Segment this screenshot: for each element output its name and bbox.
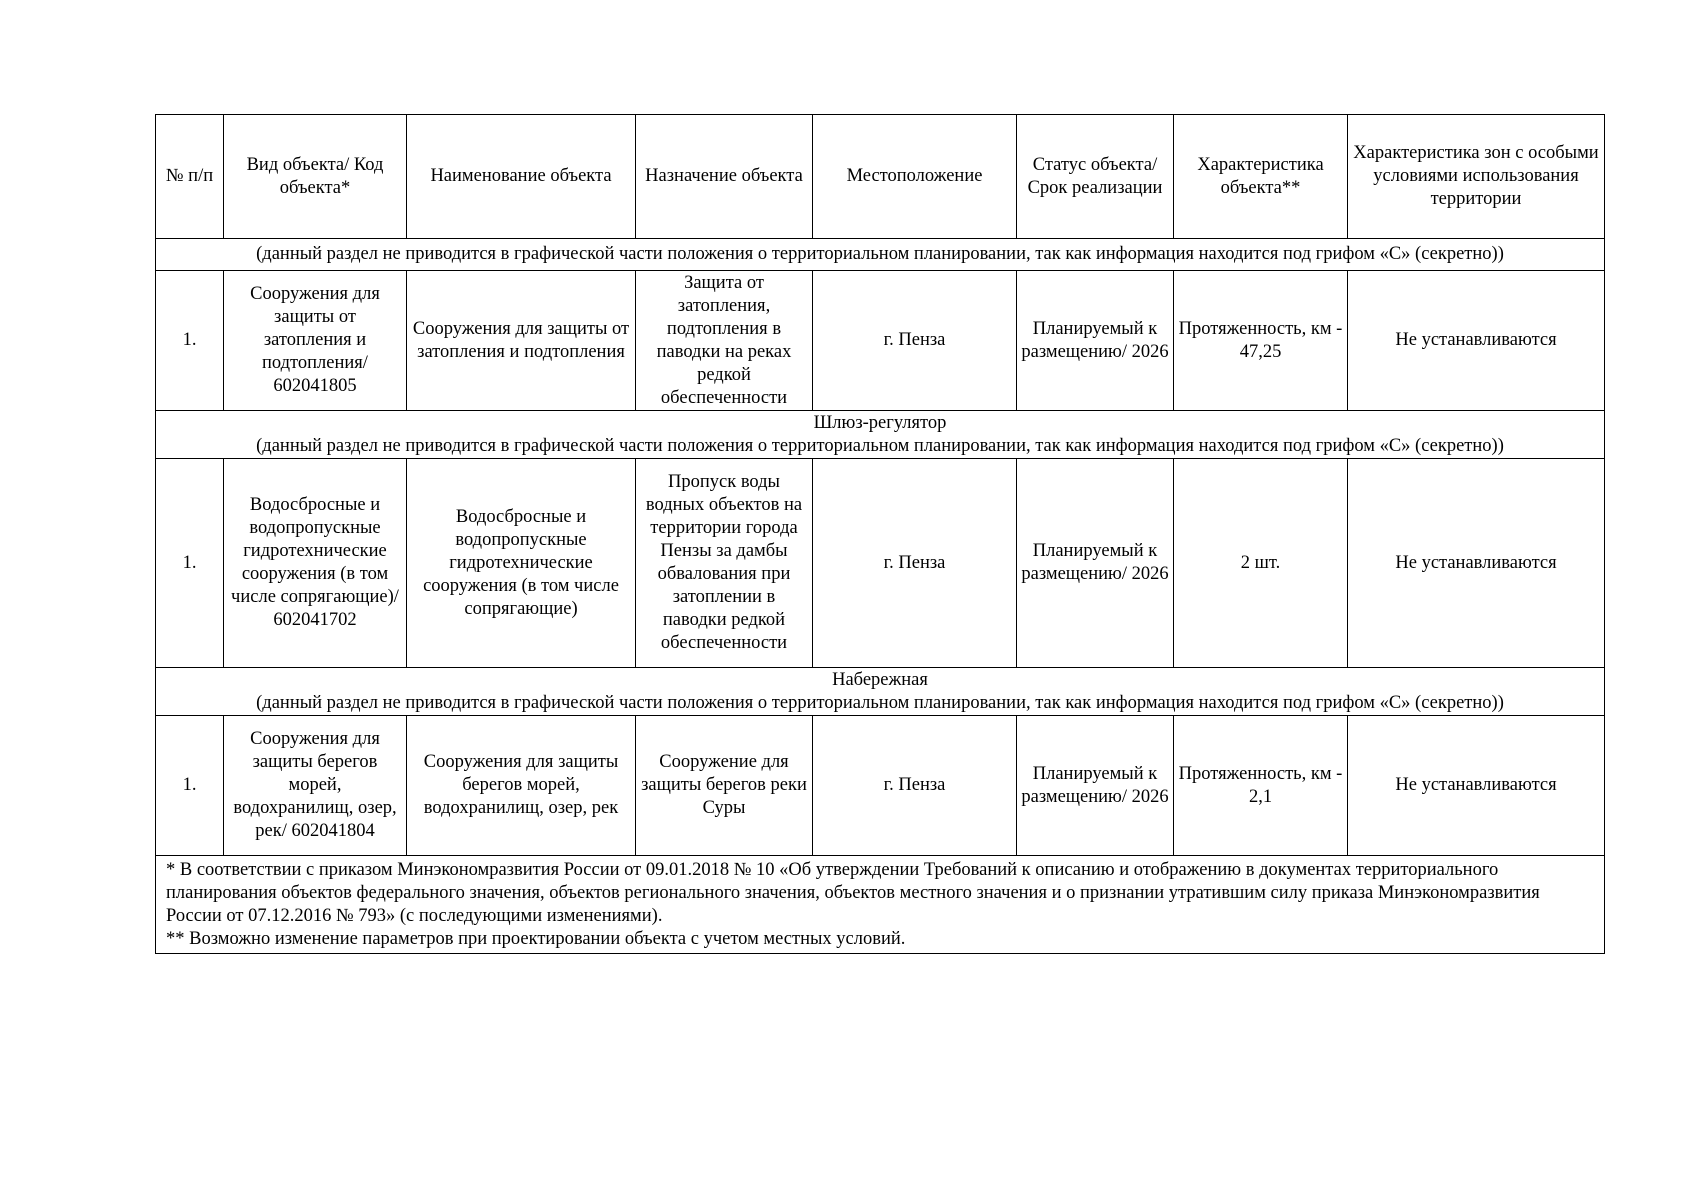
cell-characteristic: Протяженность, км - 2,1 [1174, 716, 1348, 856]
header-type-code: Вид объекта/ Код объекта* [224, 115, 407, 239]
cell-zones: Не устанавливаются [1348, 271, 1605, 411]
table-row [156, 271, 1605, 411]
header-characteristic: Характеристика объекта** [1174, 115, 1348, 239]
section-title: Набережная [832, 669, 928, 690]
cell-location: г. Пенза [813, 459, 1017, 668]
section-header-row [156, 668, 1605, 716]
table-header-row [156, 115, 1605, 239]
cell-location: г. Пенза [813, 716, 1017, 856]
cell-zones: Не устанавливаются [1348, 459, 1605, 668]
header-num: № п/п [156, 115, 224, 239]
cell-status: Планируемый к размещению/ 2026 [1017, 459, 1174, 668]
cell-zones: Не устанавливаются [1348, 716, 1605, 856]
footnote-1: * В соответствии с приказом Минэкономразвития России от 09.01.2018 № 10 «Об утверждении Требований к описанию и отображению в документах территориального планирования объектов федерального значения, объектов регионального значения, объектов местного значения и о признании утратившим силу приказа Минэкономразвития России от 07.12.2016 № 793» (с последующими изменениями). [166, 860, 1540, 926]
cell-name: Водосбросные и водопропускные гидротехнические сооружения (в том числе сопрягающие) [407, 459, 636, 668]
cell-status: Планируемый к размещению/ 2026 [1017, 271, 1174, 411]
section-note: (данный раздел не приводится в графической части положения о территориальном планировании, так как информация находится под грифом «С» (секретно)) [256, 435, 1504, 456]
cell-location: г. Пенза [813, 271, 1017, 411]
cell-type-code: Сооружения для защиты от затопления и подтопления/ 602041805 [224, 271, 407, 411]
section-header-cell [156, 668, 1605, 716]
footnote-2: ** Возможно изменение параметров при проектировании объекта с учетом местных условий. [166, 929, 906, 949]
section-header-cell [156, 411, 1605, 459]
table-row [156, 716, 1605, 856]
header-status-line2: Срок реализации [1027, 177, 1163, 198]
cell-num: 1. [156, 271, 224, 411]
objects-table [155, 114, 1605, 954]
footnotes-cell [156, 856, 1605, 954]
header-status-line1: Статус объекта/ [1032, 154, 1158, 175]
cell-purpose: Пропуск воды водных объектов на территории города Пензы за дамбы обвалования при затоплении в паводки редкой обеспеченности [636, 459, 813, 668]
footnotes-row [156, 856, 1605, 954]
cell-name: Сооружения для защиты от затопления и подтопления [407, 271, 636, 411]
header-purpose: Назначение объекта [636, 115, 813, 239]
header-name: Наименование объекта [407, 115, 636, 239]
cell-status: Планируемый к размещению/ 2026 [1017, 716, 1174, 856]
header-zones: Характеристика зон с особыми условиями использования территории [1348, 115, 1605, 239]
cell-name: Сооружения для защиты берегов морей, водохранилищ, озер, рек [407, 716, 636, 856]
section-note: (данный раздел не приводится в графической части положения о территориальном планировании, так как информация находится под грифом «С» (секретно)) [156, 239, 1605, 271]
cell-type-code: Водосбросные и водопропускные гидротехнические сооружения (в том числе сопрягающие)/ 602041702 [224, 459, 407, 668]
cell-purpose: Сооружение для защиты берегов реки Суры [636, 716, 813, 856]
section-header-row [156, 239, 1605, 271]
section-note: (данный раздел не приводится в графической части положения о территориальном планировании, так как информация находится под грифом «С» (секретно)) [256, 692, 1504, 713]
section-title: Шлюз-регулятор [813, 412, 947, 433]
cell-type-code: Сооружения для защиты берегов морей, водохранилищ, озер, рек/ 602041804 [224, 716, 407, 856]
cell-characteristic: Протяженность, км - 47,25 [1174, 271, 1348, 411]
header-status [1017, 115, 1174, 239]
header-location: Местоположение [813, 115, 1017, 239]
cell-purpose: Защита от затопления, подтопления в паводки на реках редкой обеспеченности [636, 271, 813, 411]
table-row [156, 459, 1605, 668]
cell-characteristic: 2 шт. [1174, 459, 1348, 668]
cell-num: 1. [156, 459, 224, 668]
section-header-row [156, 411, 1605, 459]
cell-num: 1. [156, 716, 224, 856]
